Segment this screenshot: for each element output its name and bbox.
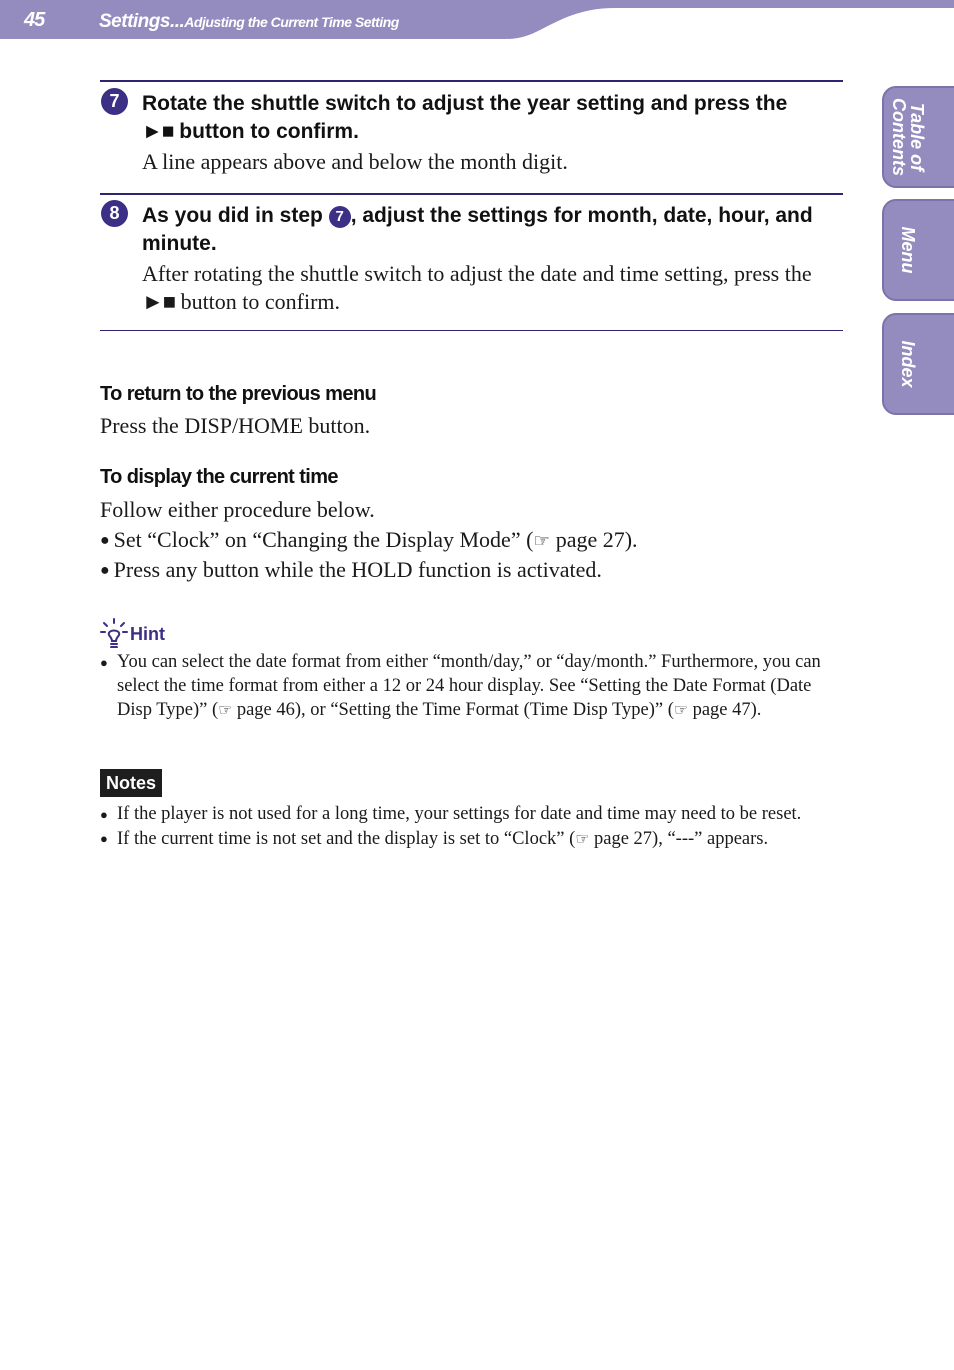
list-item bbox=[100, 651, 845, 723]
breadcrumb[interactable] bbox=[99, 11, 399, 33]
step-description-text-end: button to confirm. bbox=[175, 289, 341, 314]
tab-menu[interactable] bbox=[882, 199, 954, 301]
step-description-text: After rotating the shuttle switch to adjust the date and time setting, press the bbox=[142, 261, 812, 286]
hint-list bbox=[100, 651, 845, 723]
step-title bbox=[142, 202, 847, 258]
tab-index-label: Index bbox=[898, 340, 918, 388]
bullet-icon: ● bbox=[100, 562, 110, 579]
page-reference-icon[interactable]: ☞ bbox=[533, 531, 551, 552]
page-number: 45 bbox=[24, 9, 45, 31]
step-ref-badge[interactable]: 7 bbox=[329, 206, 351, 228]
tab-table-of-contents-label: Table of Contents bbox=[889, 98, 927, 176]
notes-badge: Notes bbox=[100, 769, 162, 797]
tab-index[interactable] bbox=[882, 313, 954, 415]
notes-list bbox=[100, 803, 845, 851]
step-divider bbox=[100, 193, 843, 195]
list-item bbox=[100, 803, 845, 827]
bullet-icon: ● bbox=[100, 830, 108, 846]
note-text: If the current time is not set and the display is set to “Clock” ( bbox=[117, 828, 576, 849]
list-item-text: Set “Clock” on “Changing the Display Mode” ( bbox=[113, 527, 534, 552]
page-reference-icon[interactable]: ☞ bbox=[218, 700, 233, 719]
page-reference-link[interactable]: page 47). bbox=[687, 700, 762, 720]
step-title-text-end: , adjust the settings for month, date, hour, and minute. bbox=[142, 204, 813, 255]
return-heading: To return to the previous menu bbox=[100, 383, 377, 405]
page-reference-icon[interactable]: ☞ bbox=[575, 828, 590, 848]
list-item bbox=[100, 555, 845, 586]
play-stop-icon: ►■ bbox=[142, 289, 176, 314]
page-reference-link[interactable]: page 27), “---” appears. bbox=[589, 828, 769, 849]
step-description: A line appears above and below the month digit. bbox=[142, 149, 568, 174]
display-heading: To display the current time bbox=[100, 466, 338, 488]
hint-header bbox=[100, 618, 165, 650]
return-text: Press the DISP/HOME button. bbox=[100, 413, 371, 438]
step-title-text: As you did in step bbox=[142, 204, 329, 227]
display-intro: Follow either procedure below. bbox=[100, 497, 375, 522]
step-description bbox=[142, 260, 842, 316]
lightbulb-icon bbox=[100, 618, 128, 650]
page-reference-icon[interactable]: ☞ bbox=[673, 700, 688, 719]
list-item-text: Press any button while the HOLD function is activated. bbox=[113, 557, 602, 582]
play-stop-icon: ►■ bbox=[142, 120, 174, 143]
breadcrumb-section[interactable]: Settings... bbox=[99, 11, 185, 32]
bullet-icon: ● bbox=[100, 807, 108, 822]
step-title bbox=[142, 90, 847, 146]
step-divider bbox=[100, 80, 843, 82]
breadcrumb-subsection: Adjusting the Current Time Setting bbox=[184, 14, 399, 30]
section-divider bbox=[100, 330, 843, 331]
hint-label: Hint bbox=[130, 624, 165, 644]
step-number-badge: 7 bbox=[101, 88, 128, 115]
note-text: If the player is not used for a long time, your settings for date and time may need to be reset. bbox=[117, 804, 802, 824]
page-header bbox=[0, 0, 954, 40]
bullet-icon: ● bbox=[100, 532, 110, 549]
bullet-icon: ● bbox=[100, 655, 108, 670]
step-number-badge: 8 bbox=[101, 200, 128, 227]
page-reference-link[interactable]: page 46), or “Setting the Time Format (Time Disp Type)” ( bbox=[232, 700, 674, 720]
tab-menu-label: Menu bbox=[898, 226, 918, 274]
list-item bbox=[100, 827, 845, 852]
page-reference-link[interactable]: page 27). bbox=[550, 527, 638, 552]
step-title-text-end: button to confirm. bbox=[173, 120, 359, 143]
hint-text: You can select the date format from either “month/day,” or “day/month.” Furthermore, you can select the time format from either a 12 or 24 hour display. See “Setting the Date Format (Date Disp Type)” ( bbox=[117, 652, 821, 720]
list-item bbox=[100, 525, 845, 557]
tab-table-of-contents[interactable] bbox=[882, 86, 954, 188]
step-title-text: Rotate the shuttle switch to adjust the year setting and press the bbox=[142, 92, 788, 115]
